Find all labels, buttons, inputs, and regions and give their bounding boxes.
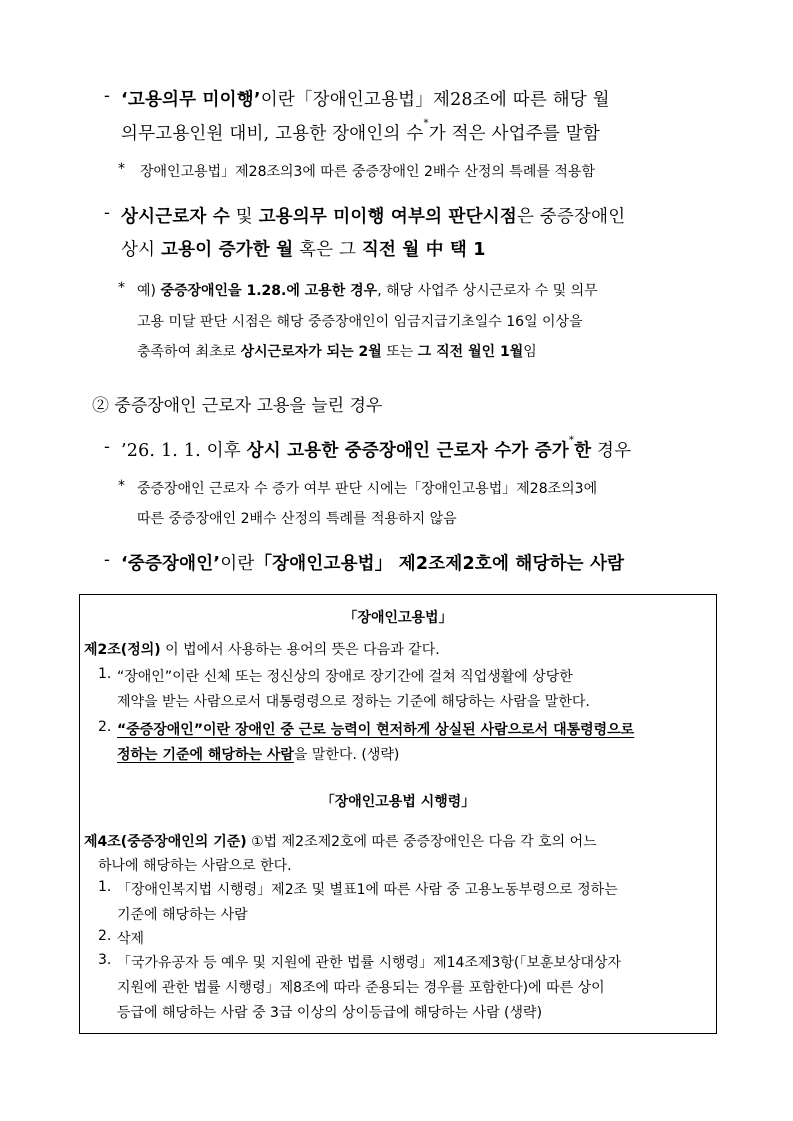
clause-3-num: 3. — [98, 952, 112, 968]
s1-line1-text: 이란「장애인고용법」제28조에 따른 해당 월 — [260, 90, 610, 110]
item-1-line2: 제약을 받는 사람으로서 대통령령으로 정하는 기준에 해당하는 사람을 말한다. — [117, 694, 590, 710]
clause-3-line1: 「국가유공자 등 예우 및 지원에 관한 법률 시행령」제14조제3항(「보훈보상대상자 — [117, 955, 622, 971]
clause-3-line2: 지원에 관한 법률 시행령」제8조에 따라 준용되는 경우를 포함한다)에 따른 상이 — [117, 980, 605, 996]
s1-term: ‘고용의무 미이행’ — [121, 90, 261, 110]
clause-1-line2: 기준에 해당하는 사람 — [117, 907, 248, 923]
article-2-heading — [84, 639, 440, 659]
s3-l1-date: ’26. 1. 1. 이후 — [121, 441, 247, 461]
s2-l2-b1: 고용이 증가한 월 — [160, 240, 294, 260]
law-title-2: 「장애인고용법 시행령」 — [320, 794, 476, 810]
article-4-text: ①법 제2조제2호에 따른 중증장애인은 다음 각 호의 어느 — [246, 834, 597, 850]
s3-l1-t2: 경우 — [591, 441, 632, 461]
s2-line1 — [121, 203, 625, 228]
s2-note-line3 — [137, 341, 537, 361]
s2-bullet: - — [104, 203, 111, 223]
s3-l1-b2: 한 — [574, 441, 592, 461]
s3-l2-t1: 이란 — [220, 554, 255, 574]
s2-note-t2: , 해당 사업주 상시근로자 수 및 의무 — [377, 283, 598, 299]
clause-1-line1: 「장애인복지법 시행령」제2조 및 별표1에 따른 사람 중 고용노동부령으로 정하는 — [117, 882, 618, 898]
article-4-line2: 하나에 해당하는 사람으로 한다. — [98, 858, 292, 874]
s2-t1: 및 — [229, 207, 259, 227]
article-2-text: 이 법에서 사용하는 용어의 뜻은 다음과 같다. — [160, 642, 440, 658]
s3-note-line2: 따른 중증장애인 2배수 산정의 특례를 적용하지 않음 — [137, 511, 457, 527]
s3-line1 — [121, 437, 631, 462]
item-2-bold-underline: 정하는 기준에 해당하는 사람 — [117, 747, 294, 763]
s2-l2-b2: 직전 월 中 택 1 — [361, 240, 486, 260]
s1-note: 장애인고용법」제28조의3에 따른 중증장애인 2배수 산정의 특례를 적용함 — [140, 164, 596, 180]
s3-heading: ② 중증장애인 근로자 고용을 늘린 경우 — [92, 396, 383, 416]
item-1-num: 1. — [98, 666, 112, 682]
s3-l2-term: ‘중증장애인’ — [121, 554, 221, 574]
clause-2-num: 2. — [98, 928, 112, 944]
s2-n3-t1: 충족하여 최초로 — [137, 344, 241, 360]
law-title-1: 「장애인고용법」 — [343, 610, 453, 626]
clause-1-num: 1. — [98, 879, 112, 895]
article-4-heading — [84, 831, 597, 851]
s1-note-mark: * — [118, 161, 125, 177]
s3-l1-b1: 상시 고용한 중증장애인 근로자 수가 증가 — [246, 441, 569, 461]
article-2-label: 제2조(정의) — [84, 642, 161, 658]
s2-n3-b1: 상시근로자가 되는 2월 — [240, 344, 382, 360]
s2-n3-t2: 또는 — [381, 344, 418, 360]
article-4-label: 제4조(중증장애인의 기준) — [84, 834, 247, 850]
item-1-line1: “장애인”이란 신체 또는 정신상의 장애로 장기간에 걸쳐 직업생활에 상당한 — [117, 669, 573, 685]
s1-line2-end: 가 적은 사업주를 말함 — [428, 124, 600, 144]
s2-note-mark: * — [118, 280, 125, 296]
s1-line2 — [121, 120, 600, 145]
s1-line1 — [121, 86, 716, 111]
s2-note-ex: 예) — [137, 283, 161, 299]
s2-note-line1 — [137, 280, 598, 300]
s1-footnote-mark: * — [423, 118, 429, 129]
item-2-num: 2. — [98, 719, 112, 735]
item-2-line2 — [117, 744, 399, 764]
s3-bullet1: - — [104, 437, 111, 457]
item-2-rest: 을 말한다. (생략) — [293, 747, 400, 763]
s2-term1: 상시근로자 수 — [121, 207, 230, 227]
s2-l2-t2: 혹은 그 — [293, 240, 362, 260]
s3-footnote-mark: * — [568, 435, 575, 446]
s2-term2: 고용의무 미이행 여부의 판단시점 — [258, 207, 517, 227]
s2-line2 — [121, 236, 486, 261]
s1-line2-text: 의무고용인원 대비, 고용한 장애인의 수 — [121, 124, 424, 144]
s3-line2 — [121, 550, 624, 575]
s2-n3-t3: 임 — [523, 344, 537, 360]
item-2-line1: “중증장애인”이란 장애인 중 근로 능력이 현저하게 상실된 사람으로서 대통령령으로 — [117, 722, 635, 738]
s2-note-b1: 중증장애인을 1.28.에 고용한 경우 — [160, 283, 378, 299]
s2-n3-b2: 그 직전 월인 1월 — [417, 344, 524, 360]
s3-bullet2: - — [104, 550, 111, 570]
clause-2-line1: 삭제 — [117, 931, 145, 947]
s2-l2-t1: 상시 — [121, 240, 161, 260]
clause-3-line3: 등급에 해당하는 사람 중 3급 이상의 상이등급에 해당하는 사람 (생략) — [117, 1005, 543, 1021]
s3-note-line1: 중증장애인 근로자 수 증가 여부 판단 시에는「장애인고용법」제28조의3에 — [137, 481, 598, 497]
law-excerpt-box — [79, 594, 717, 1034]
s3-note-mark: * — [118, 478, 125, 494]
s3-l2-law: 「장애인고용법」 제2조제2호에 해당하는 사람 — [254, 554, 625, 574]
s2-t2: 은 중증장애인 — [516, 207, 626, 227]
s1-bullet: - — [104, 86, 111, 106]
s2-note-line2: 고용 미달 판단 시점은 해당 중증장애인이 임금지급기초일수 16일 이상을 — [137, 314, 583, 330]
